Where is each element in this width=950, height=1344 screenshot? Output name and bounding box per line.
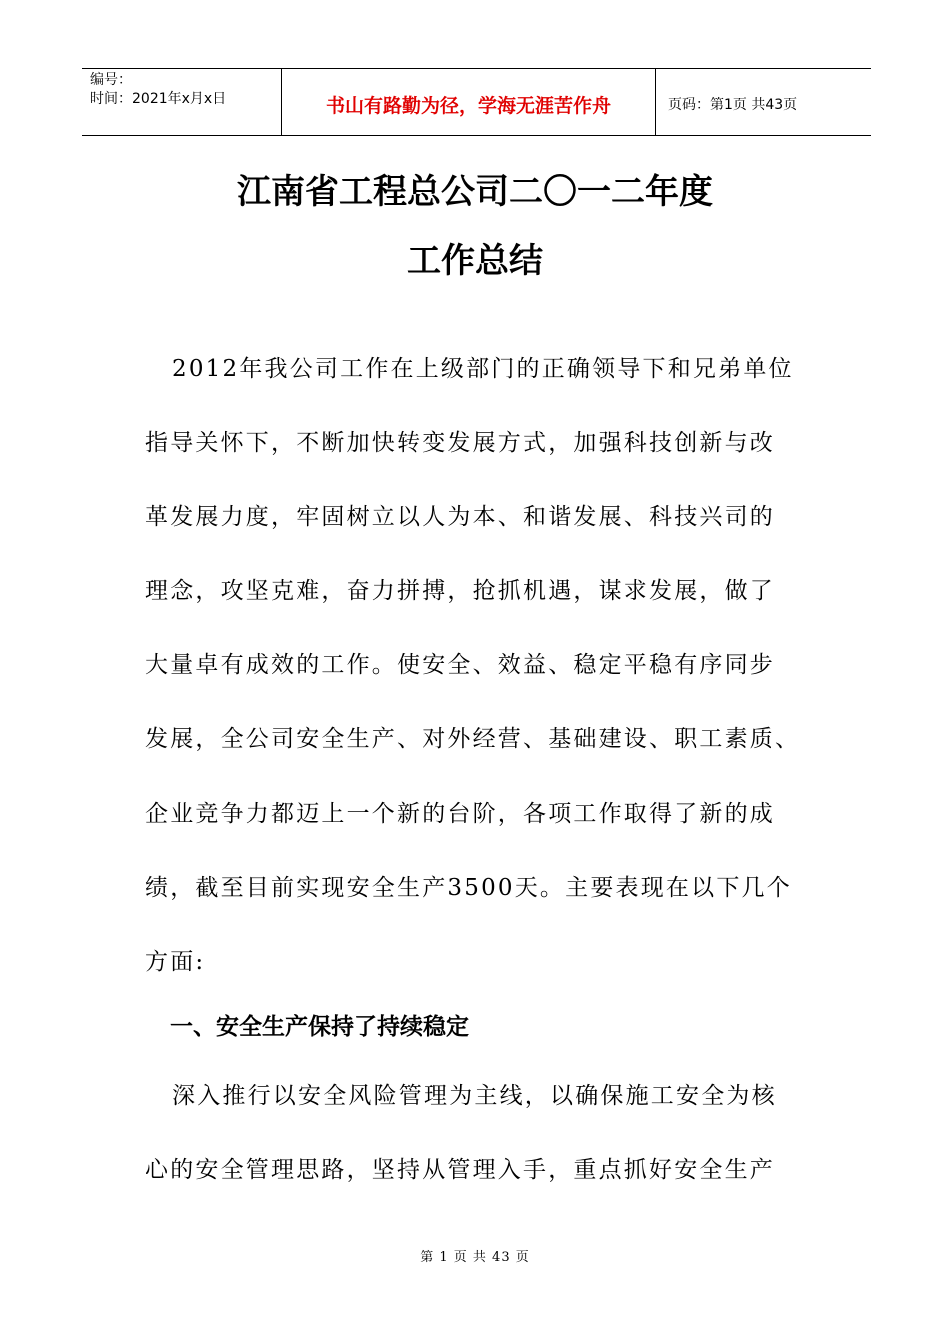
- section-heading: 一、安全生产保持了持续稳定: [170, 1014, 469, 1040]
- paragraph-line: 大量卓有成效的工作。使安全、效益、稳定平稳有序同步: [145, 652, 775, 678]
- page-footer: 第 1 页 共 43 页: [420, 1250, 530, 1265]
- paragraph-line: 革发展力度，牢固树立以人为本、和谐发展、科技兴司的: [145, 504, 775, 530]
- paragraph-line: 方面:: [145, 949, 206, 975]
- document-header: [82, 68, 871, 136]
- header-meta: [82, 69, 282, 135]
- paragraph-line: 企业竞争力都迈上一个新的台阶，各项工作取得了新的成: [145, 801, 775, 827]
- document-title: 江南省工程总公司二〇一二年度: [237, 172, 713, 212]
- paragraph-line: 心的安全管理思路，坚持从管理入手，重点抓好安全生产: [145, 1157, 775, 1183]
- paragraph-line: 指导关怀下，不断加快转变发展方式，加强科技创新与改: [145, 430, 775, 456]
- header-motto: 书山有路勤为径，学海无涯苦作舟: [282, 69, 656, 135]
- paragraph-line: 发展，全公司安全生产、对外经营、基础建设、职工素质、: [145, 726, 801, 752]
- paragraph-line: 深入推行以安全风险管理为主线，以确保施工安全为核: [172, 1083, 777, 1109]
- paragraph-line: 2012年我公司工作在上级部门的正确领导下和兄弟单位: [172, 356, 794, 382]
- number-label: 编号：: [90, 72, 132, 88]
- document-subtitle: 工作总结: [407, 241, 543, 281]
- date-label: 时间：2021年x月x日: [90, 91, 227, 107]
- paragraph-line: 理念，攻坚克难，奋力拼搏，抢抓机遇，谋求发展，做了: [145, 578, 775, 604]
- paragraph-line: 绩，截至目前实现安全生产3500天。主要表现在以下几个: [145, 875, 792, 901]
- header-page-info: 页码：第1页 共43页: [668, 97, 798, 113]
